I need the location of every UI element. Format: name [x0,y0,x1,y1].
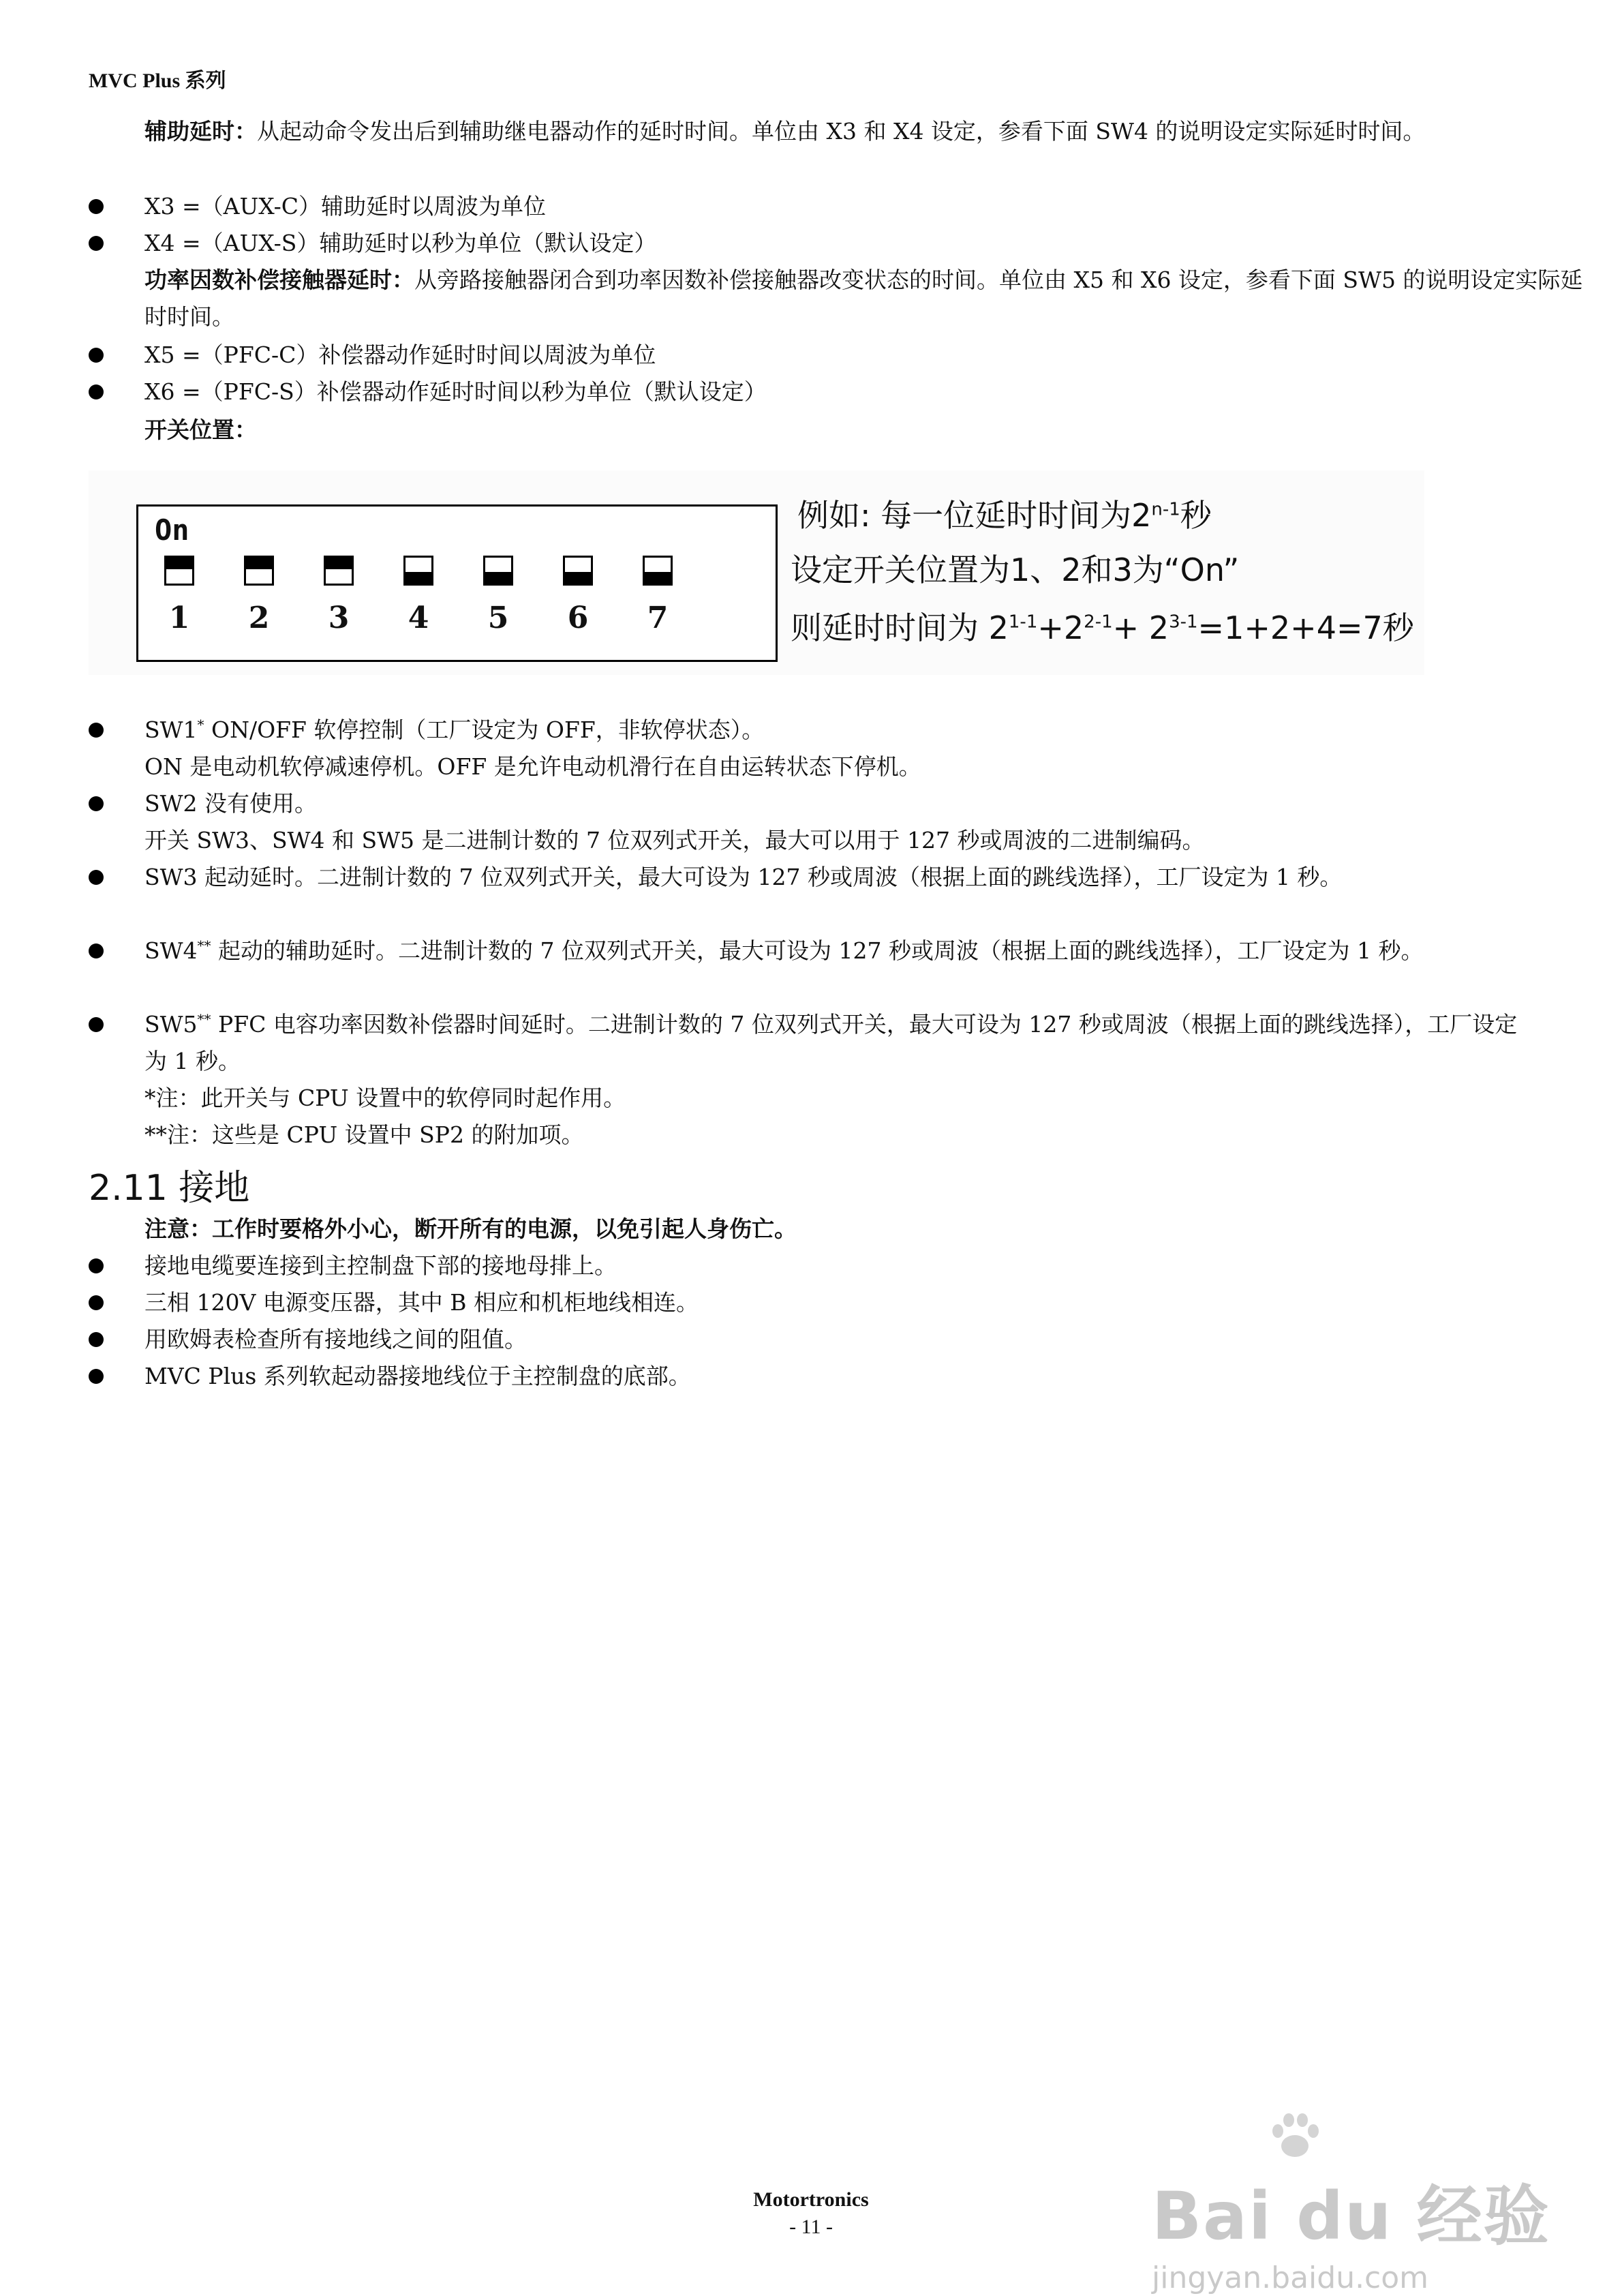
footer-company: Motortronics [753,2188,869,2211]
safety-warning: 注意：工作时要格外小心，断开所有的电源，以免引起人身伤亡。 [144,1215,797,1242]
dip-switch-number: 2 [248,601,270,635]
dip-switch-number: 1 [168,601,190,635]
pfc-delay-paragraph [89,262,1589,335]
sw2-note: 开关 SW3、SW4 和 SW5 是二进制计数的 7 位双列式开关，最大可以用于 127 秒或周波的二进制编码。 [144,827,1205,854]
bullet-icon [89,943,104,958]
bullet-icon [89,1295,104,1310]
sw5-item [144,1006,1533,1080]
footnote-1: *注：此开关与 CPU 设置中的软停同时起作用。 [144,1085,626,1111]
dip-switch-number: 4 [408,601,429,635]
list-item [89,933,1533,969]
bullet-icon [89,348,104,363]
list-item [89,785,1533,822]
aux-bullet-x3: X3 =（AUX-C）辅助延时以周波为单位 [144,193,546,220]
running-header: MVC Plus 系列 [89,70,226,92]
dip-switch-2 [244,556,274,586]
bullet-icon [89,1258,104,1273]
sw3-item: SW3 起动延时。二进制计数的 7 位双列式开关，最大可设为 127 秒或周波（根据上面的跳线选择），工厂设定为 1 秒。 [144,864,1343,890]
dip-switch-number: 7 [647,601,669,635]
sw1-text: ON/OFF 软停控制（工厂设定为 OFF，非软停状态）。 [204,716,765,743]
example-exponent: 2-1 [1084,611,1113,633]
sw1-item [144,712,1533,749]
switch-position-label: 开关位置： [144,417,257,443]
dip-switch-7 [643,556,673,586]
example-exponent: 1-1 [1008,611,1038,633]
footnote-2: **注：这些是 CPU 设置中 SP2 的附加项。 [144,1121,584,1148]
dip-switch-figure [89,470,1424,675]
bullet-icon [89,870,104,885]
paw-logo-icon [1264,2106,1326,2168]
example-text: 秒 [1180,497,1212,534]
bullet-icon [89,796,104,811]
bullet-icon [89,384,104,399]
list-item [89,859,1533,896]
dip-switch-5 [483,556,513,586]
dip-switch-3 [324,556,354,586]
list-item [89,1321,1533,1358]
sw1-label: SW1 [144,716,198,743]
aux-bullet-x4: X4 =（AUX-S）辅助延时以秒为单位（默认设定） [144,230,657,256]
bullet-icon [89,1369,104,1384]
sw5-text: PFC 电容功率因数补偿器时间延时。二进制计数的 7 位双列式开关，最大可设为 127 秒或周波（根据上面的跳线选择），工厂设定为 1 秒。 [144,1011,1518,1074]
pfc-bullet-x6: X6 =（PFC-S）补偿器动作延时时间以秒为单位（默认设定） [144,378,767,405]
pfc-delay-label: 功率因数补偿接触器延时： [144,267,414,293]
example-text: +2 [1037,609,1084,646]
list-item [89,1284,1533,1321]
sw1-note: ON 是电动机软停减速停机。OFF 是允许电动机滑行在自由运转状态下停机。 [144,753,921,780]
section-heading: 2.11 接地 [89,1168,250,1209]
sw1-footnote-mark: * [197,716,204,733]
grounding-bullet: MVC Plus 系列软起动器接地线位于主控制盘的底部。 [144,1363,691,1389]
dip-switch-4 [403,556,433,586]
sw4-item [144,933,1533,969]
dip-switch-number: 3 [328,601,350,635]
sw4-label: SW4 [144,937,198,964]
watermark-main: Bai du 经验 [1152,2178,1550,2254]
bullet-icon [89,723,104,738]
list-item [89,1358,1533,1395]
grounding-bullet: 三相 120V 电源变压器，其中 B 相应和机柜地线相连。 [144,1289,699,1316]
example-line-3 [791,603,1414,648]
aux-delay-paragraph [89,113,1589,150]
list-item [89,337,1533,374]
list-item [89,225,1533,262]
dip-switch-1 [164,556,194,586]
example-text: + 2 [1112,609,1169,646]
bullet-icon [89,1017,104,1032]
list-item [89,188,1533,225]
list-item [89,1006,1533,1080]
example-text: =1+2+4=7秒 [1197,609,1414,646]
sw4-footnote-mark: ** [197,937,211,954]
bullet-icon [89,236,104,251]
example-text: 例如: 每一位延时时间为2 [797,497,1152,534]
dip-switch-number: 5 [487,601,509,635]
dip-switch-6 [563,556,593,586]
example-line-2: 设定开关位置为1、2和3为“On” [791,552,1240,588]
dip-switch-block [136,504,778,662]
dip-on-label: On [155,513,189,547]
sw4-text: 起动的辅助延时。二进制计数的 7 位双列式开关，最大可设为 127 秒或周波（根据上面的跳线选择），工厂设定为 1 秒。 [211,937,1424,964]
list-item [89,712,1533,749]
page-number: - 11 - [789,2216,833,2238]
grounding-bullet: 接地电缆要连接到主控制盘下部的接地母排上。 [144,1252,617,1279]
pfc-bullet-x5: X5 =（PFC-C）补偿器动作延时时间以周波为单位 [144,342,656,368]
aux-delay-label: 辅助延时： [144,118,257,145]
example-exponent: n-1 [1151,499,1180,520]
example-text: 则延时时间为 2 [791,609,1009,646]
sw2-item: SW2 没有使用。 [144,790,318,817]
bullet-icon [89,199,104,214]
watermark-url: jingyan.baidu.com [1152,2261,1429,2295]
bullet-icon [89,1332,104,1347]
sw5-footnote-mark: ** [197,1011,211,1027]
list-item [89,374,1533,410]
aux-delay-text: 从起动命令发出后到辅助继电器动作的延时时间。单位由 X3 和 X4 设定，参看下面 SW4 的说明设定实际延时时间。 [257,118,1426,145]
sw5-label: SW5 [144,1011,198,1038]
grounding-bullet: 用欧姆表检查所有接地线之间的阻值。 [144,1326,527,1353]
dip-switch-number: 6 [567,601,589,635]
baidu-watermark [1152,2164,1550,2295]
example-exponent: 3-1 [1169,611,1198,633]
pfc-delay-text: 从旁路接触器闭合到功率因数补偿接触器改变状态的时间。单位由 X5 和 X6 设定，参看下面 SW5 的说明设定实际延时时间。 [144,267,1583,330]
example-line-1 [797,491,1212,536]
list-item [89,1248,1533,1284]
